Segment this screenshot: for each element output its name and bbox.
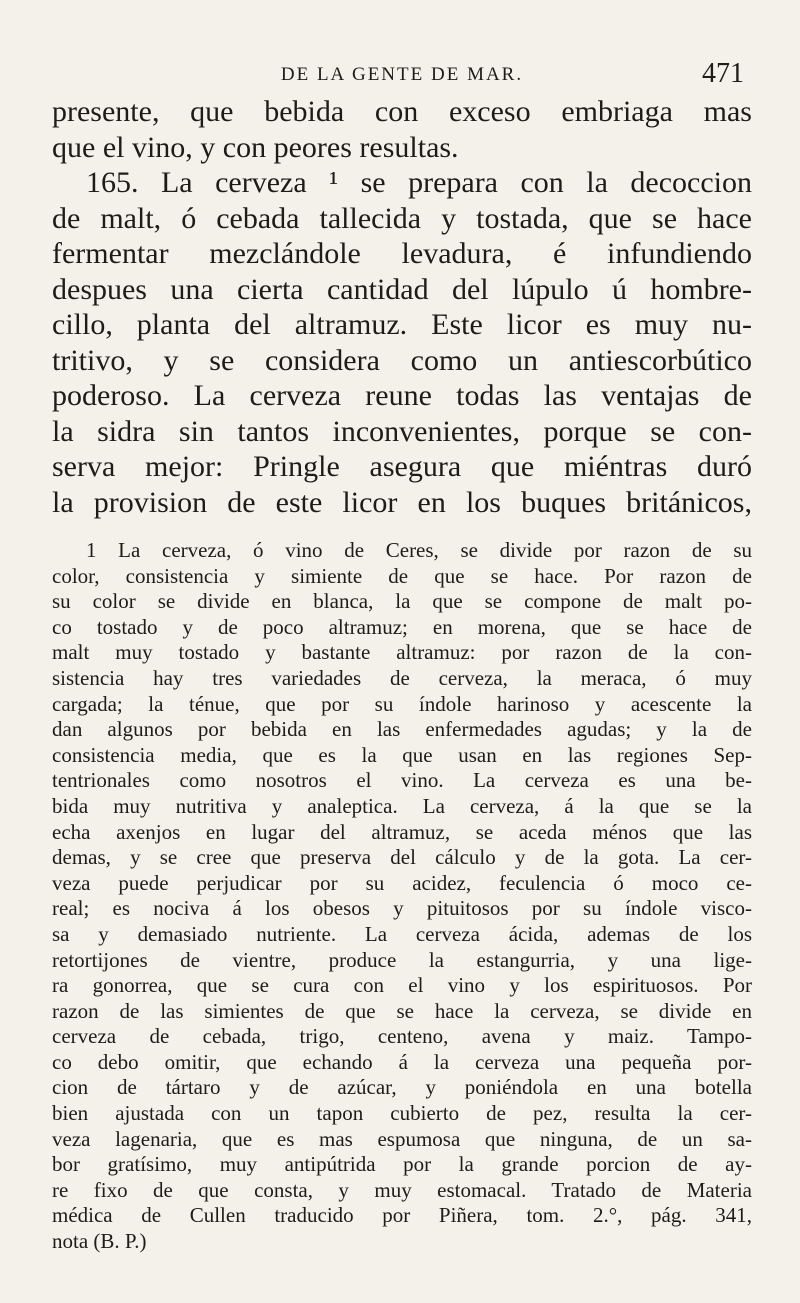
footnote-line: cion de tártaro y de azúcar, y poniéndola en una botella <box>52 1075 752 1100</box>
main-text-line: la provision de este licor en los buques británicos, <box>52 485 752 519</box>
main-text-line: 165. La cerveza ¹ se prepara con la decoccion <box>86 166 752 199</box>
footnote-line: malt muy tostado y bastante altramuz: por razon de la con- <box>52 640 752 665</box>
footnote-line: color, consistencia y simiente de que se hace. Por razon de <box>52 563 752 588</box>
footnote-line: ra gonorrea, que se cura con el vino y los espirituosos. Por <box>52 973 752 998</box>
footnote-line: médica de Cullen traducido por Piñera, tom. 2.°, pág. 341, <box>52 1203 752 1228</box>
footnote-line: veza lagenaria, que es mas espumosa que ninguna, de un sa- <box>52 1126 752 1151</box>
footnote-line: sistencia hay tres variedades de cerveza, la meraca, ó muy <box>52 665 752 690</box>
footnote-line: bien ajustada con un tapon cubierto de pez, resulta la cer- <box>52 1101 752 1126</box>
main-text-line: tritivo, y se considera como un antiescorbútico <box>52 343 752 377</box>
running-head-title: DE LA GENTE DE MAR. <box>280 64 524 85</box>
footnote <box>52 538 752 1255</box>
main-text-line: fermentar mezclándole levadura, é infundiendo <box>52 237 752 270</box>
footnote-line: consistencia media, que es la que usan en las regiones Sep- <box>52 742 752 767</box>
footnote-line: sa y demasiado nutriente. La cerveza ácida, ademas de los <box>52 921 752 946</box>
main-text-line: serva mejor: Pringle asegura que miéntras duró <box>52 450 752 483</box>
footnote-line: cargada; la ténue, que por su índole harinoso y acescente la <box>52 691 752 716</box>
footnote-line: su color se divide en blanca, la que se compone de malt po- <box>52 589 752 614</box>
footnote-line: echa axenjos en lugar del altramuz, se aceda ménos que las <box>52 819 752 844</box>
footnote-line: tentrionales como nosotros el vino. La cerveza es una be- <box>52 768 752 793</box>
footnote-line: 1 La cerveza, ó vino de Ceres, se divide por razon de su <box>86 538 752 562</box>
book-page <box>52 46 752 1255</box>
footnote-line: razon de las simientes de que se hace la cerveza, se divide en <box>52 998 752 1023</box>
footnote-line: demas, y se cree que preserva del cálculo y de la gota. La cer- <box>52 845 752 870</box>
footnote-line: co tostado y de poco altramuz; en morena, que se hace de <box>52 614 752 639</box>
main-text-line: poderoso. La cerveza reune todas las ventajas de <box>52 379 752 412</box>
main-text-line: cillo, planta del altramuz. Este licor es muy nu- <box>52 308 752 341</box>
page-number: 471 <box>702 58 744 89</box>
main-text-line: de malt, ó cebada tallecida y tostada, que se hace <box>52 201 752 235</box>
footnote-line: retortijones de vientre, produce la estangurria, y una lige- <box>52 947 752 972</box>
footnote-line: real; es nociva á los obesos y pituitosos por su índole visco- <box>52 896 752 921</box>
main-text-line: despues una cierta cantidad del lúpulo ú hombre- <box>52 272 752 306</box>
footnote-line: nota (B. P.) <box>52 1229 147 1254</box>
running-head <box>52 46 752 94</box>
main-text-line: la sidra sin tantos inconvenientes, porque se con- <box>52 414 752 448</box>
footnote-line: dan algunos por bebida en las enfermedades agudas; y la de <box>52 717 752 742</box>
footnote-line: veza puede perjudicar por su acidez, feculencia ó moco ce- <box>52 870 752 895</box>
footnote-line: re fixo de que consta, y muy estomacal. Tratado de Materia <box>52 1177 752 1202</box>
main-text-line: que el vino, y con peores resultas. <box>52 130 459 164</box>
footnote-line: co debo omitir, que echando á la cerveza una pequeña por- <box>52 1049 752 1074</box>
main-text-line: presente, que bebida con exceso embriaga mas <box>52 95 752 128</box>
main-paragraph <box>52 94 752 520</box>
footnote-line: cerveza de cebada, trigo, centeno, avena y maiz. Tampo- <box>52 1024 752 1049</box>
footnote-line: bor gratísimo, muy antipútrida por la grande porcion de ay- <box>52 1152 752 1177</box>
footnote-line: bida muy nutritiva y analeptica. La cerveza, á la que se la <box>52 793 752 818</box>
